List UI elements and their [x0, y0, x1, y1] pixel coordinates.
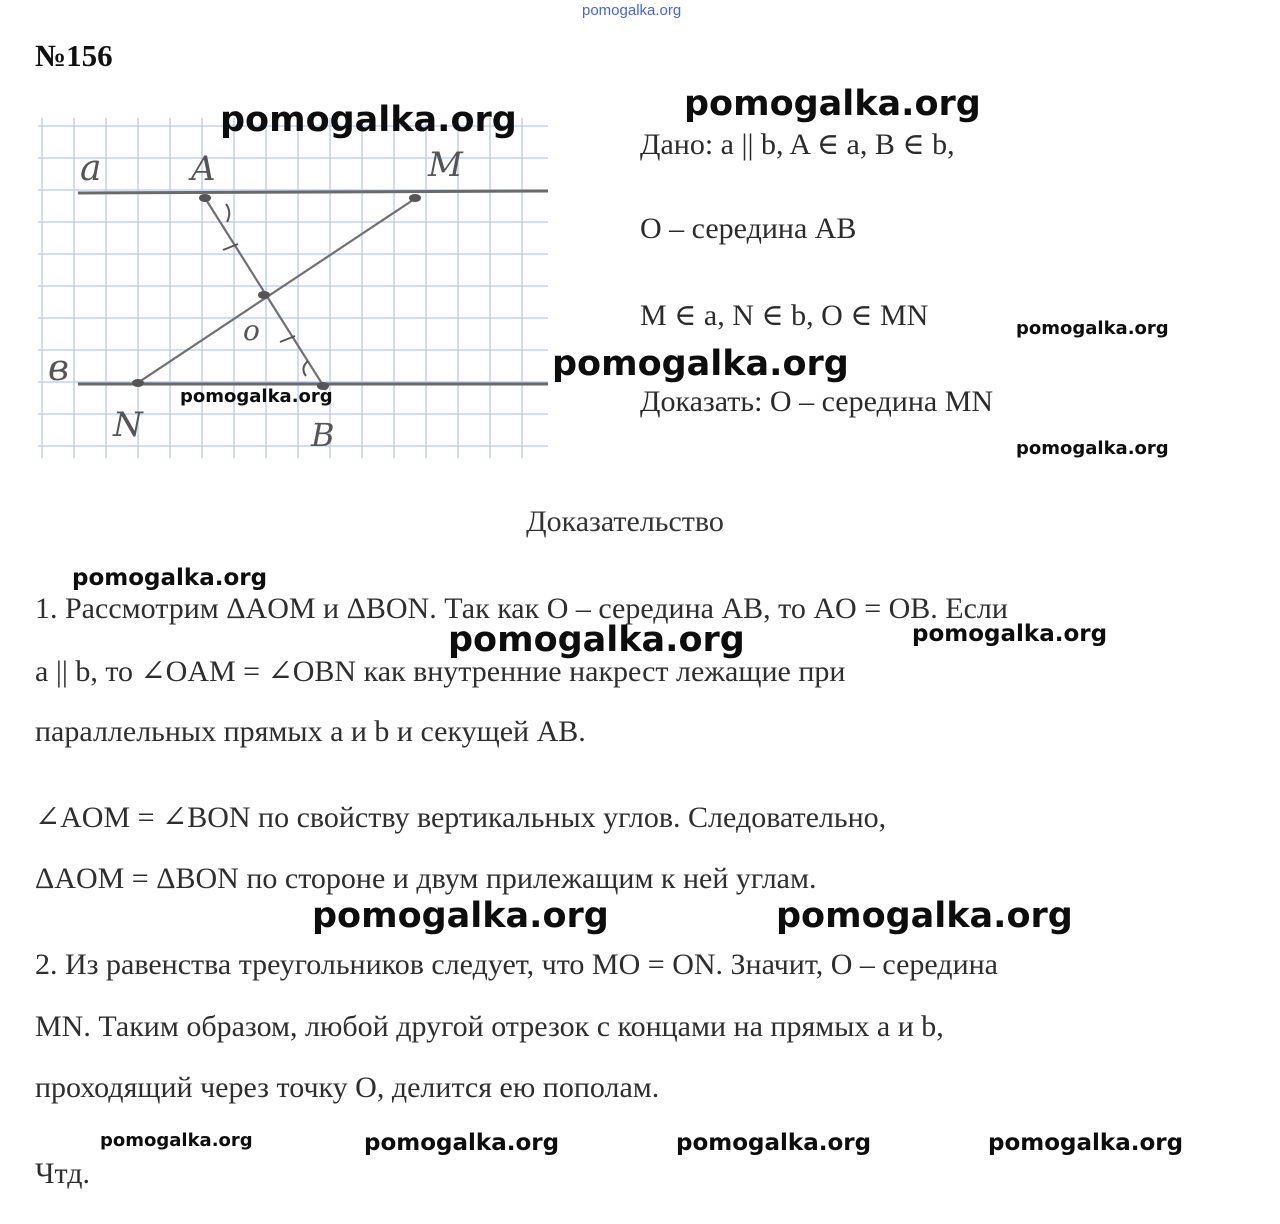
label-M: M: [428, 145, 463, 185]
point-n: [132, 379, 144, 387]
to-prove-line: Доказать: O – середина MN: [640, 385, 994, 418]
proof-line: ΔAOM = ΔBON по стороне и двум прилежащим к ней углам.: [35, 862, 817, 895]
watermark: pomogalka.org: [776, 896, 1073, 936]
point-a: [199, 194, 211, 202]
label-O: o: [243, 314, 260, 347]
geometry-figure: [38, 118, 553, 463]
watermark: pomogalka.org: [312, 896, 609, 936]
watermark: pomogalka.org: [912, 621, 1108, 647]
problem-number: №156: [35, 38, 113, 73]
proof-line: ∠AOM = ∠BON по свойству вертикальных углов. Следовательно,: [35, 801, 887, 834]
site-header-link[interactable]: pomogalka.org: [582, 2, 682, 19]
proof-conclusion: Чтд.: [35, 1157, 90, 1190]
label-N: N: [113, 405, 143, 445]
watermark: pomogalka.org: [684, 84, 981, 124]
given-line-1: Дано: a || b, A ∈ a, B ∈ b,: [640, 128, 955, 161]
label-A: A: [191, 149, 216, 189]
label-B: B: [311, 416, 335, 454]
watermark: pomogalka.org: [180, 386, 333, 407]
proof-line: a || b, то ∠OAM = ∠OBN как внутренние накрест лежащие при: [35, 655, 846, 688]
proof-title: Доказательство: [526, 505, 724, 538]
watermark: pomogalka.org: [1016, 438, 1169, 459]
given-line-3: M ∈ a, N ∈ b, O ∈ MN: [640, 299, 929, 332]
label-b: в: [48, 348, 69, 389]
segment-mn: [136, 198, 416, 384]
point-m: [409, 194, 421, 202]
watermark: pomogalka.org: [72, 565, 268, 591]
watermark: pomogalka.org: [552, 344, 849, 384]
proof-line: 2. Из равенства треугольников следует, что MO = ON. Значит, O – середина: [35, 948, 998, 981]
point-o: [258, 291, 270, 299]
proof-line: параллельных прямых a и b и секущей AB.: [35, 715, 586, 748]
proof-line: 1. Рассмотрим ΔAOM и ΔBON. Так как O – середина AB, то AO = OB. Если: [35, 592, 1008, 625]
label-a: a: [80, 148, 102, 189]
proof-line: проходящий через точку O, делится ею пополам.: [35, 1071, 660, 1104]
watermark: pomogalka.org: [676, 1130, 872, 1156]
watermark: pomogalka.org: [364, 1130, 560, 1156]
line-a: [78, 191, 548, 193]
angle-arc-a: [226, 204, 229, 222]
angle-arc-b: [303, 361, 308, 376]
given-line-2: O – середина AB: [640, 212, 857, 245]
watermark: pomogalka.org: [988, 1130, 1184, 1156]
watermark: pomogalka.org: [100, 1130, 253, 1151]
watermark: pomogalka.org: [1016, 318, 1169, 339]
proof-line: MN. Таким образом, любой другой отрезок с концами на прямых a и b,: [35, 1010, 944, 1043]
watermark: pomogalka.org: [448, 620, 745, 660]
watermark: pomogalka.org: [220, 100, 517, 140]
